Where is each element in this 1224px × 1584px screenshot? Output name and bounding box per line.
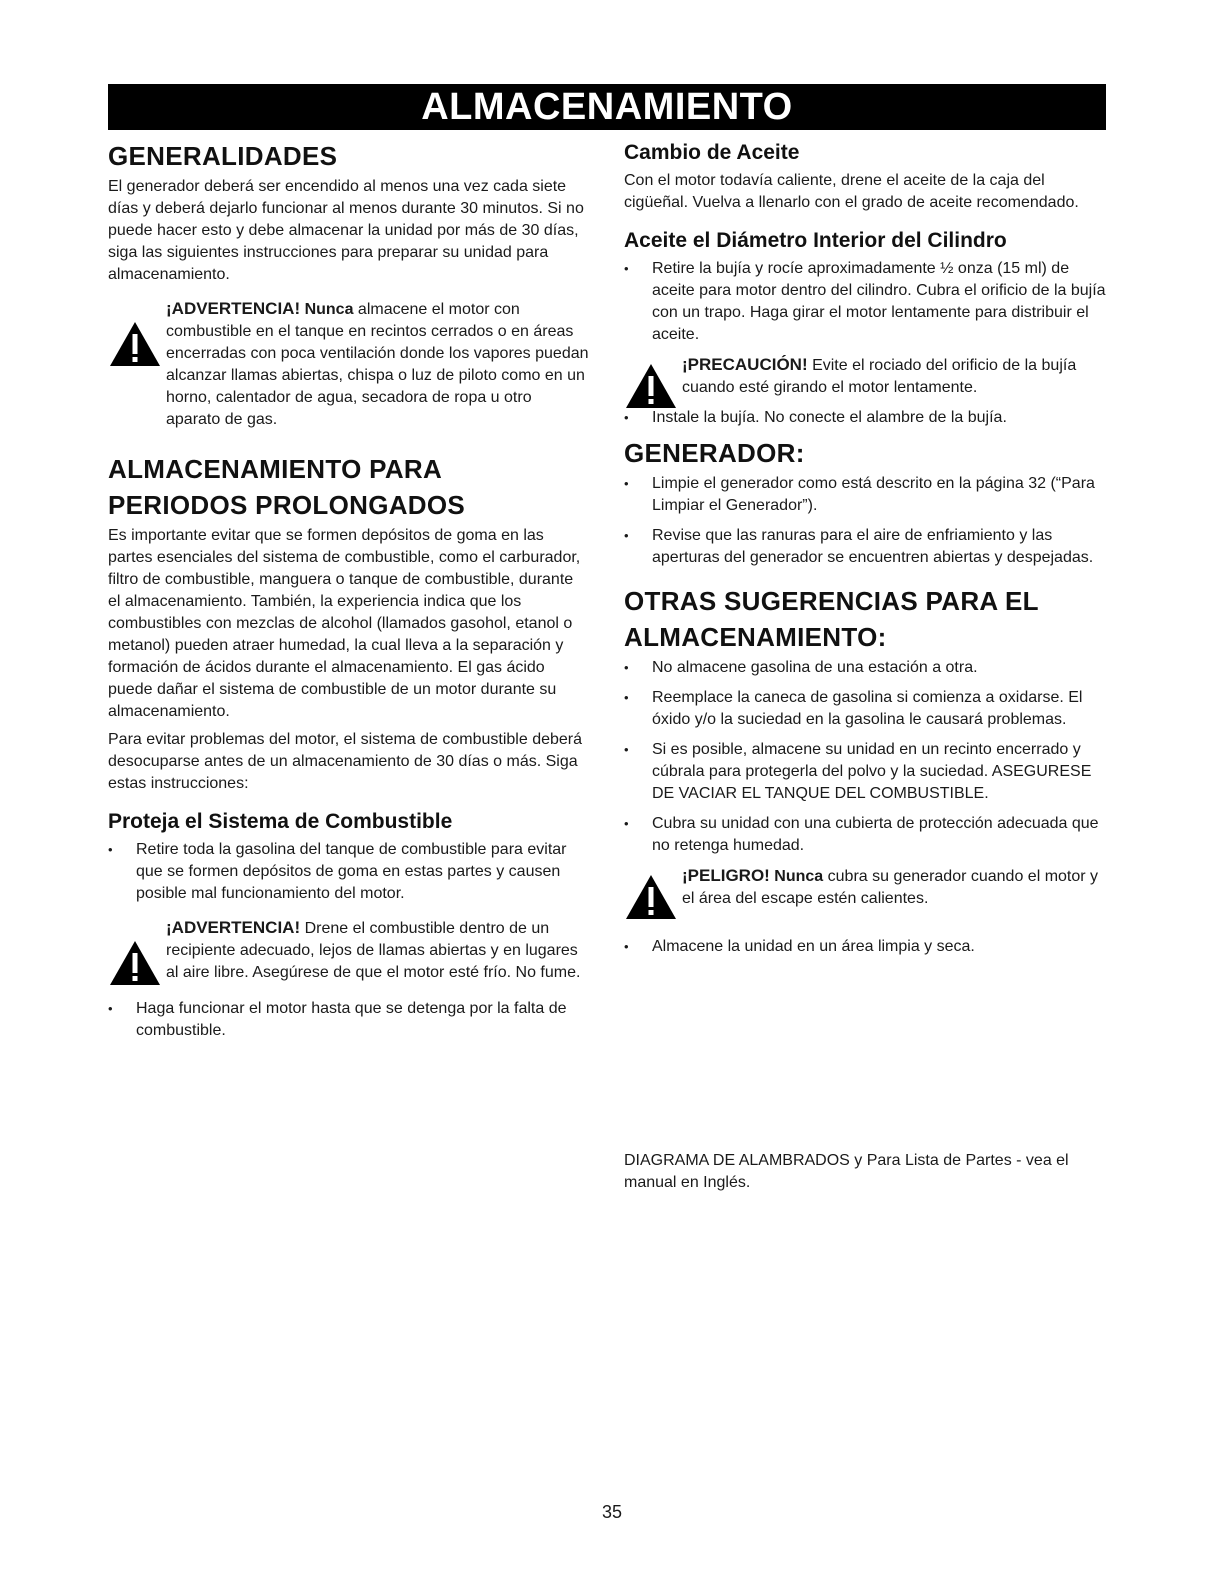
warning-storage-text bbox=[166, 298, 590, 431]
caution-body: Evite el rociado del orificio de la bujía cuando esté girando el motor lentamente. bbox=[682, 357, 1077, 396]
heading-generador: GENERADOR: bbox=[624, 438, 805, 468]
warning-storage bbox=[108, 298, 590, 431]
danger-bold: Nunca bbox=[774, 868, 824, 885]
caution-spark-plug bbox=[624, 354, 1106, 399]
danger-cover bbox=[624, 865, 1106, 910]
proteja-list-2 bbox=[108, 998, 590, 1042]
warning-triangle-icon bbox=[108, 320, 162, 368]
list-item: • Reemplace la caneca de gasolina si comienza a oxidarse. El óxido y/o la suciedad en la gasolina le causará problemas. bbox=[624, 687, 1106, 731]
danger-text bbox=[682, 865, 1106, 910]
heading-cilindro: Aceite el Diámetro Interior del Cilindro bbox=[624, 229, 1007, 252]
cambio-aceite-text: Con el motor todavía caliente, drene el aceite de la caja del cigüeñal. Vuelva a llenarlo con el grado de aceite recomendado. bbox=[624, 172, 1079, 211]
heading-cambio-aceite: Cambio de Aceite bbox=[624, 141, 800, 164]
warning-triangle-icon bbox=[624, 362, 678, 410]
left-column bbox=[108, 140, 590, 1050]
danger-label: ¡PELIGRO! bbox=[682, 866, 770, 885]
list-item: • Revise que las ranuras para el aire de enfriamiento y las aperturas del generador se encuentren abiertas y despejadas. bbox=[624, 525, 1106, 569]
heading-periodos-1: ALMACENAMIENTO PARA bbox=[108, 454, 443, 484]
warning-drain-text bbox=[166, 917, 590, 984]
heading-otras-1: OTRAS SUGERENCIAS PARA EL bbox=[624, 586, 1039, 616]
section-banner bbox=[108, 84, 1106, 130]
list-item: • Limpie el generador como está descrito en la página 32 (“Para Limpiar el Generador”). bbox=[624, 473, 1106, 517]
list-item: • No almacene gasolina de una estación a otra. bbox=[624, 657, 1106, 679]
otras-list-2 bbox=[624, 936, 1106, 958]
warning-drain bbox=[108, 917, 590, 984]
generalidades-text: El generador deberá ser encendido al menos una vez cada siete días y deberá dejarlo funcionar al menos durante 30 minutos. Si no puede hacer esto y debe almacenar la unidad por más de 30 días, siga las siguientes instrucciones para preparar su unidad para almacenamiento. bbox=[108, 178, 584, 283]
list-item: • Instale la bujía. No conecte el alambre de la bujía. bbox=[624, 407, 1106, 429]
list-item: • Si es posible, almacene su unidad en un recinto encerrado y cúbrala para protegerla del polvo y la suciedad. ASEGURESE DE VACIAR EL TANQUE DEL COMBUSTIBLE. bbox=[624, 739, 1106, 805]
list-item: • Haga funcionar el motor hasta que se detenga por la falta de combustible. bbox=[108, 998, 590, 1042]
cilindro-list-2 bbox=[624, 407, 1106, 429]
periodos-paragraph-1: Es importante evitar que se formen depósitos de goma en las partes esenciales del sistema de combustible, como el carburador, filtro de combustible, manguera o tanque de combustible, durante el almacenamiento. También, la experiencia indica que los combustibles con mezclas de alcohol (llamados gasohol, etanol o metanol) pueden atraer humedad, la cual lleva a la separación y formación de ácidos durante el almacenamiento. El gas ácido puede dañar el sistema de combustible de un motor durante su almacenamiento. bbox=[108, 527, 581, 720]
cilindro-list bbox=[624, 258, 1106, 346]
banner-title: ALMACENAMIENTO bbox=[421, 86, 793, 128]
list-item: • Retire la bujía y rocíe aproximadamente ½ onza (15 ml) de aceite para motor dentro del cilindro. Cubra el orificio de la bujía con un trapo. Haga girar el motor lentamente para distribuir el aceite. bbox=[624, 258, 1106, 346]
danger-body: cubra su generador cuando el motor y el área del escape estén calientes. bbox=[682, 868, 1099, 907]
caution-label: ¡PRECAUCIÓN! bbox=[682, 355, 808, 374]
generador-list bbox=[624, 473, 1106, 569]
warning-triangle-icon bbox=[108, 939, 162, 987]
page-number: 35 bbox=[601, 1502, 623, 1522]
heading-periodos-2: PERIODOS PROLONGADOS bbox=[108, 490, 466, 520]
heading-generalidades: GENERALIDADES bbox=[108, 141, 338, 171]
right-column bbox=[624, 140, 1106, 966]
warning-bold: Nunca bbox=[304, 301, 354, 318]
heading-otras-2: ALMACENAMIENTO: bbox=[624, 622, 887, 652]
warning-body: almacene el motor con combustible en el tanque en recintos cerrados o en áreas encerradas con poca ventilación donde los vapores puedan alcanzar llamas abiertas, chispa o luz de piloto como en un horno, calentador de agua, secadora de ropa u otro aparato de gas. bbox=[166, 301, 589, 428]
periodos-paragraph-2: Para evitar problemas del motor, el sistema de combustible deberá desocuparse antes de un almacenamiento de 30 días o más. Siga estas instrucciones: bbox=[108, 731, 583, 792]
caution-text bbox=[682, 354, 1106, 399]
warning-label: ¡ADVERTENCIA! bbox=[166, 299, 301, 318]
proteja-list bbox=[108, 839, 590, 905]
list-item: • Cubra su unidad con una cubierta de protección adecuada que no retenga humedad. bbox=[624, 813, 1106, 857]
warning-triangle-icon bbox=[624, 873, 678, 921]
wiring-diagram-note: DIAGRAMA DE ALAMBRADOS y Para Lista de Partes - vea el manual en Inglés. bbox=[624, 1152, 1069, 1191]
otras-list bbox=[624, 657, 1106, 857]
list-item: • Almacene la unidad en un área limpia y seca. bbox=[624, 936, 1106, 958]
list-item: • Retire toda la gasolina del tanque de combustible para evitar que se formen depósitos de goma en estas partes y causen posible mal funcionamiento del motor. bbox=[108, 839, 590, 905]
warning-label: ¡ADVERTENCIA! bbox=[166, 918, 301, 937]
warning-body: Drene el combustible dentro de un recipiente adecuado, lejos de llamas abiertas y en lugares al aire libre. Asegúrese de que el motor esté frío. No fume. bbox=[166, 920, 581, 981]
heading-proteja: Proteja el Sistema de Combustible bbox=[108, 810, 453, 833]
